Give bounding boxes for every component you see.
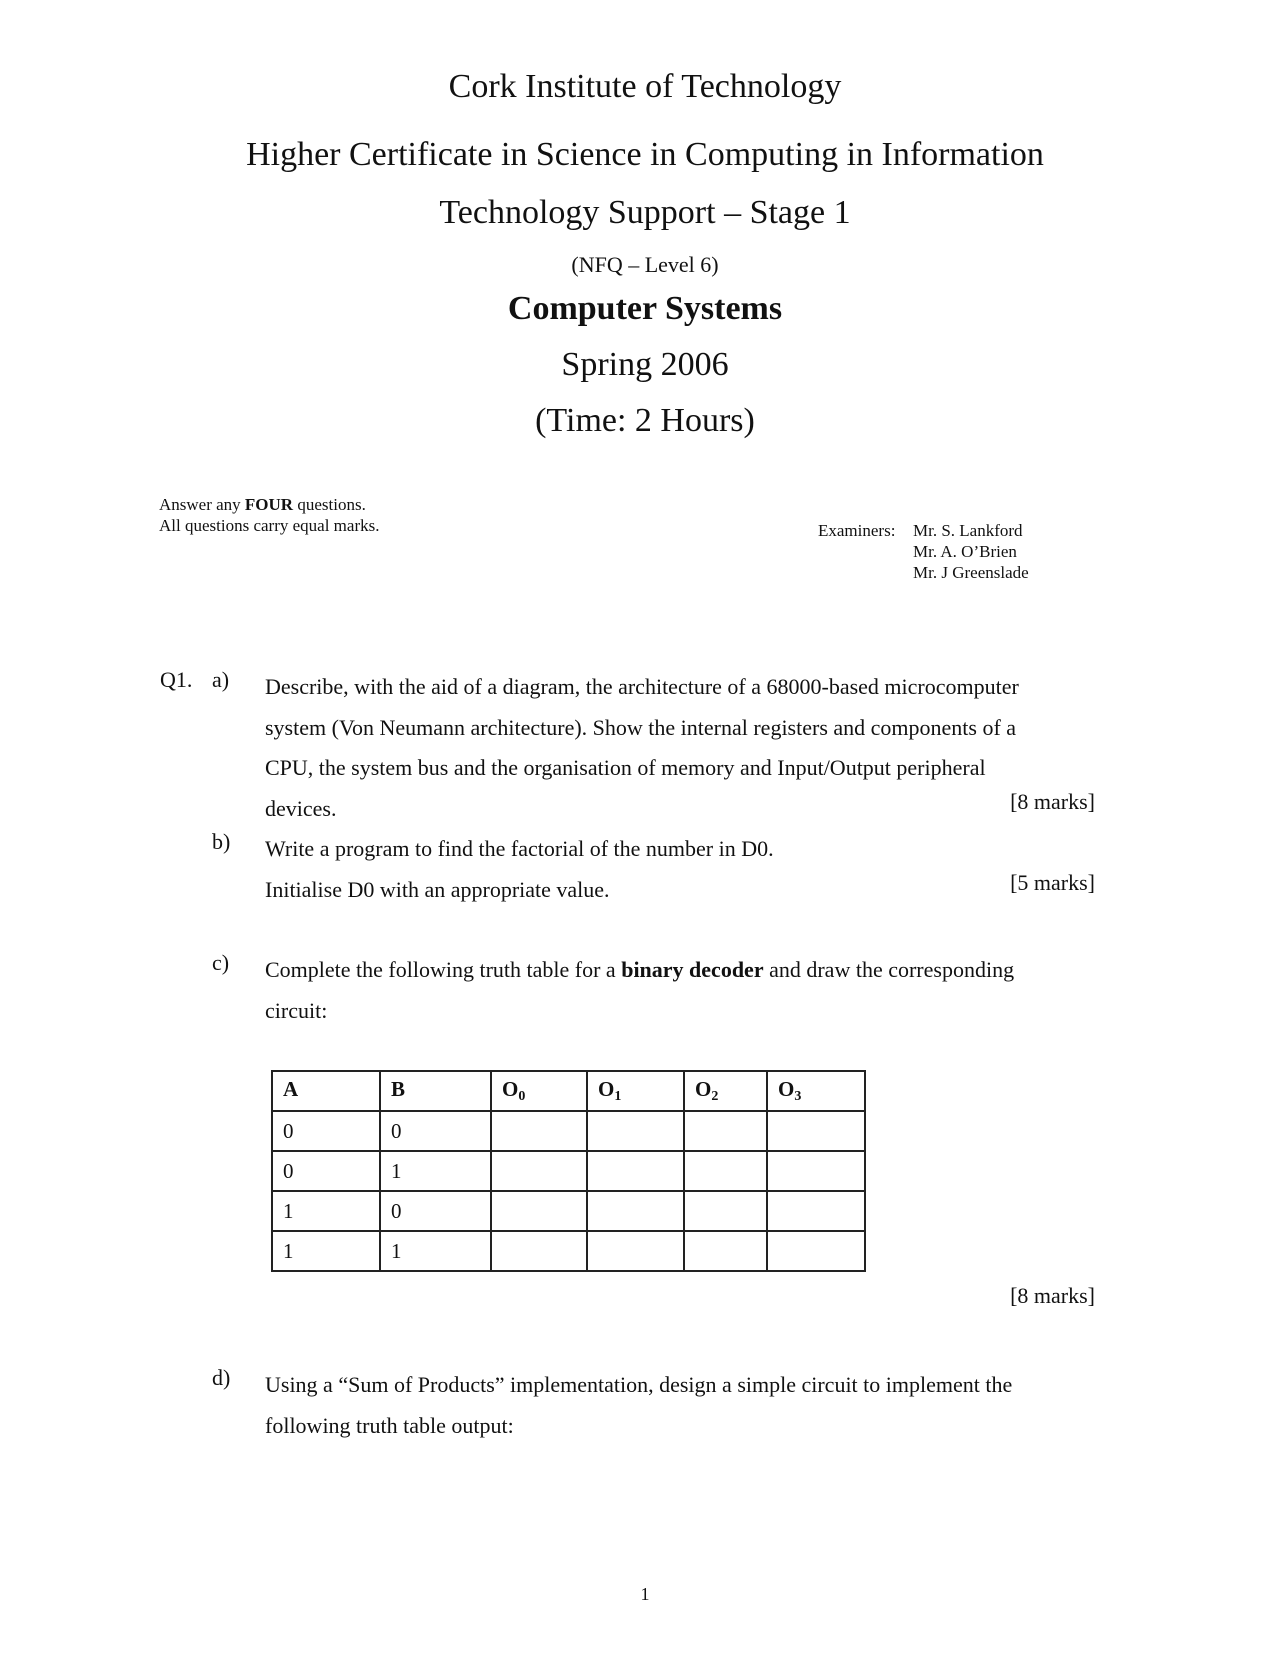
table-cell xyxy=(491,1191,587,1231)
page-number: 1 xyxy=(640,1584,650,1604)
table-cell xyxy=(767,1111,865,1151)
nfq-level: (NFQ – Level 6) xyxy=(571,252,719,277)
marks-c: [8 marks] xyxy=(1010,1283,1095,1308)
table-cell: 0 xyxy=(380,1111,491,1151)
instruction-line-2: All questions carry equal marks. xyxy=(159,516,380,535)
subject-title: Computer Systems xyxy=(507,290,783,327)
table-cell: 1 xyxy=(272,1231,380,1271)
question-number: Q1. xyxy=(160,667,193,692)
truth-table xyxy=(271,1070,866,1272)
programme-title-line2: Technology Support – Stage 1 xyxy=(439,194,851,231)
header-main: O xyxy=(598,1077,615,1101)
instruction-bold: FOUR xyxy=(244,495,294,514)
table-cell xyxy=(684,1191,767,1231)
header-main: O xyxy=(502,1077,519,1101)
table-cell xyxy=(587,1111,684,1151)
marks-a: [8 marks] xyxy=(1010,789,1095,814)
text-line: system (Von Neumann architecture). Show the internal registers and components of a xyxy=(265,714,1017,740)
table-cell: 0 xyxy=(272,1151,380,1191)
part-b-text xyxy=(265,829,774,910)
programme-title-line1: Higher Certificate in Science in Computing in Information xyxy=(246,136,1044,173)
text-line: Write a program to find the factorial of the number in D0. xyxy=(265,836,774,861)
table-cell xyxy=(684,1151,767,1191)
header-sub: 0 xyxy=(518,1089,526,1104)
header-main: A xyxy=(283,1077,299,1101)
table-cell xyxy=(587,1231,684,1271)
table-cell xyxy=(767,1191,865,1231)
text-line: CPU, the system bus and the organisation of memory and Input/Output peripheral xyxy=(265,755,986,780)
table-header-cell xyxy=(767,1071,865,1111)
table-cell: 1 xyxy=(380,1231,491,1271)
table-cell xyxy=(684,1231,767,1271)
header-main: B xyxy=(391,1077,406,1101)
bold-term: binary decoder xyxy=(621,957,764,982)
text-line: devices. xyxy=(265,795,337,821)
text-line xyxy=(265,950,1014,991)
table-row xyxy=(272,1191,865,1231)
part-d-text xyxy=(265,1365,1012,1446)
header-main: O xyxy=(695,1077,712,1101)
examiners-label: Examiners: xyxy=(818,521,896,540)
table-header-cell xyxy=(380,1071,491,1111)
table-header-row xyxy=(272,1071,865,1111)
table-header-cell xyxy=(272,1071,380,1111)
institution-title: Cork Institute of Technology xyxy=(448,68,842,105)
text-segment: Complete the following truth table for a xyxy=(265,957,622,982)
table-cell xyxy=(587,1151,684,1191)
table-cell xyxy=(587,1191,684,1231)
table-cell: 0 xyxy=(380,1191,491,1231)
table-cell xyxy=(684,1111,767,1151)
examiner-name: Mr. S. Lankford xyxy=(913,521,1023,540)
table-cell xyxy=(767,1151,865,1191)
table-cell: 1 xyxy=(380,1151,491,1191)
part-label-a: a) xyxy=(212,667,230,692)
examiner-name: Mr. J Greenslade xyxy=(913,563,1029,582)
table-cell: 1 xyxy=(272,1191,380,1231)
table-header-cell xyxy=(684,1071,767,1111)
text-line: Describe, with the aid of a diagram, the architecture of a 68000-based microcomputer xyxy=(265,674,1019,699)
header-sub: 1 xyxy=(614,1089,622,1104)
exam-session: Spring 2006 xyxy=(561,346,729,383)
text-line: circuit: xyxy=(265,997,328,1023)
header-sub: 3 xyxy=(794,1089,802,1104)
part-label-b: b) xyxy=(212,829,231,854)
table-cell xyxy=(767,1231,865,1271)
table-cell: 0 xyxy=(272,1111,380,1151)
text-line: following truth table output: xyxy=(265,1412,514,1438)
table-header-cell xyxy=(491,1071,587,1111)
table-cell xyxy=(491,1151,587,1191)
table-header-cell xyxy=(587,1071,684,1111)
table-row xyxy=(272,1111,865,1151)
table-cell xyxy=(491,1231,587,1271)
instruction-prefix: Answer any xyxy=(159,495,245,514)
header-main: O xyxy=(778,1077,795,1101)
text-line: Using a “Sum of Products” implementation, design a simple circuit to implement the xyxy=(265,1372,1013,1397)
instruction-line-1 xyxy=(159,494,379,515)
examiners-list xyxy=(913,520,1029,583)
table-row xyxy=(272,1151,865,1191)
table-cell xyxy=(491,1111,587,1151)
text-segment: and draw the corresponding xyxy=(763,957,1015,982)
text-line: Initialise D0 with an appropriate value. xyxy=(265,876,610,902)
part-label-c: c) xyxy=(212,950,230,975)
header-sub: 2 xyxy=(711,1089,719,1104)
table-row xyxy=(272,1231,865,1271)
instruction-suffix: questions. xyxy=(293,495,366,514)
instructions xyxy=(159,494,379,536)
part-c-text xyxy=(265,950,1014,1031)
examiner-name: Mr. A. O’Brien xyxy=(913,542,1017,561)
exam-duration: (Time: 2 Hours) xyxy=(535,402,755,439)
part-label-d: d) xyxy=(212,1365,231,1390)
marks-b: [5 marks] xyxy=(1010,870,1095,895)
